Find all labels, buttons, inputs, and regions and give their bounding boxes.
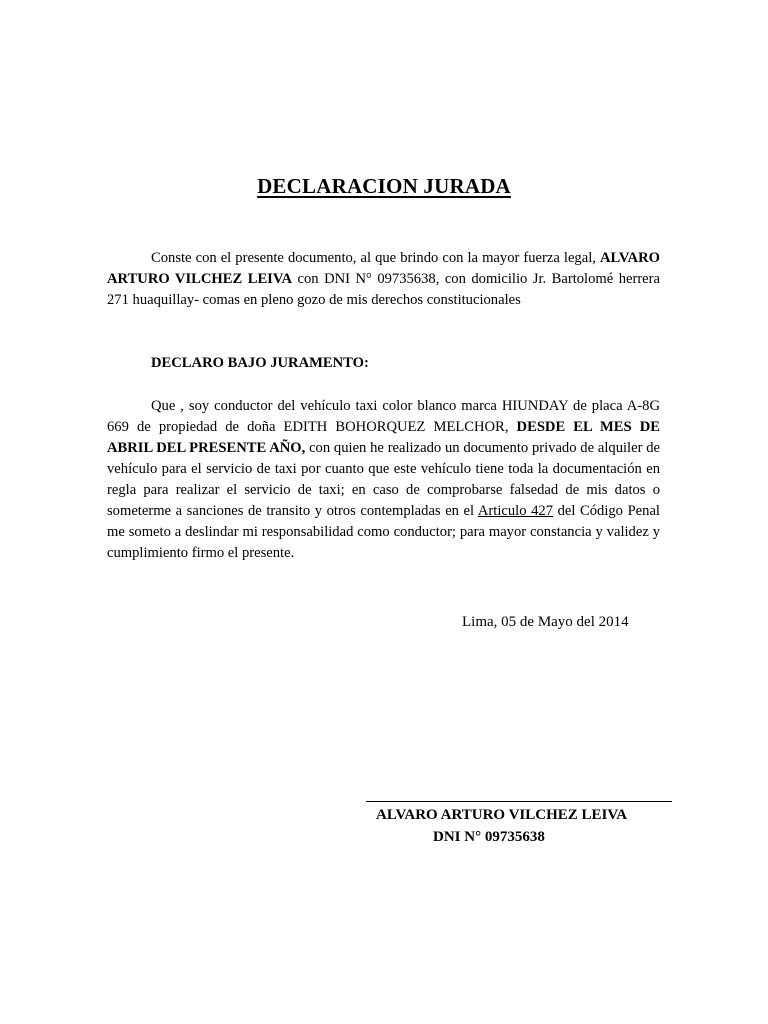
body-paragraph bbox=[107, 396, 660, 564]
date-line: Lima, 05 de Mayo del 2014 bbox=[462, 614, 629, 630]
body-text-3: del Código Penal me someto a deslindar mi responsabilidad como conductor; para mayor constancia y validez y cumplimiento firmo el presente. bbox=[107, 503, 660, 561]
intro-text-1: Conste con el presente documento, al que brindo con la mayor fuerza legal, bbox=[151, 250, 596, 266]
signature-line bbox=[366, 801, 672, 802]
signature-name: ALVARO ARTURO VILCHEZ LEIVA bbox=[376, 807, 628, 823]
intro-paragraph bbox=[107, 248, 660, 311]
body-text-2: con quien he realizado un documento privado de alquiler de vehículo para el servicio de taxi por cuanto que este vehículo tiene toda la documentación en regla para realizar el servicio de taxi; en caso de comprobarse falsedad de mis datos o someterme a sanciones de transito y otros contempladas en el bbox=[107, 440, 660, 519]
document-title: DECLARACION JURADA bbox=[257, 174, 511, 198]
intro-text-2: con DNI N° 09735638, con domicilio Jr. Bartolomé herrera 271 huaquillay- comas en pleno gozo de mis derechos constitucionales bbox=[107, 271, 660, 308]
body-text-1: Que , soy conductor del vehículo taxi color blanco marca HIUNDAY de placa A-8G 669 de propiedad de doña EDITH BOHORQUEZ MELCHOR, bbox=[107, 398, 660, 435]
signature-dni: DNI N° 09735638 bbox=[433, 829, 545, 845]
body-bold-period: DESDE EL MES DE ABRIL DEL PRESENTE AÑO, bbox=[107, 419, 661, 456]
declarant-name: ALVARO ARTURO VILCHEZ LEIVA bbox=[107, 250, 660, 287]
declaration-heading: DECLARO BAJO JURAMENTO: bbox=[151, 355, 369, 371]
article-reference: Articulo 427 bbox=[477, 503, 553, 519]
